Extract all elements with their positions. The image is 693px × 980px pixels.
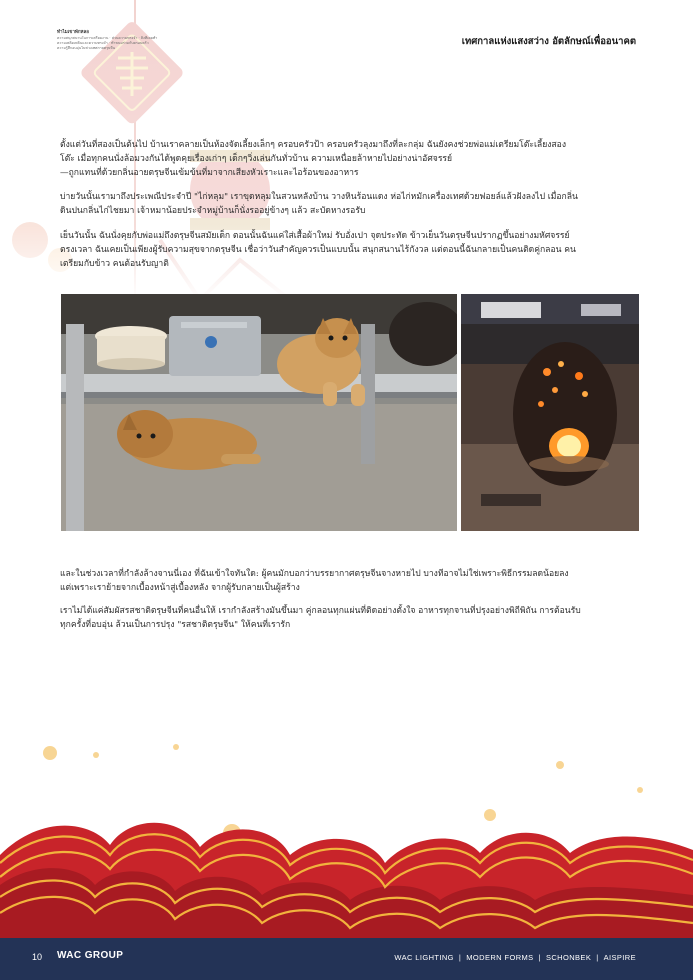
brand-modern-forms: MODERN FORMS [466, 953, 534, 962]
wac-group-logo: WAC GROUP [57, 950, 124, 961]
paragraph-1 [60, 138, 638, 180]
text-line: ตรงเวลา ฉันเคยเป็นเพียงผู้รับความสุขจากตรุษจีน เชื่อว่าวันสำคัญควรเป็นแบบนั้น สนุกสนานไร้กังวล แต่ตอนนี้ฉันกลายเป็นคนติดคู่กลอน คน [60, 245, 576, 255]
header-right-title: เทศกาลแห่งแสงสว่าง อัตลักษณ์เพื่ออนาคต [461, 36, 636, 47]
text-line: บ่ายวันนั้นเรามาถึงประเพณีประจำปี "ไก่หลุม" เราขุดหลุมในสวนหลังบ้าน วางหินร้อนแดง ห่อไก่หมักเครื่องเทศด้วยฟอยล์แล้วฝังลงไป เมื่อกลิ่น [60, 192, 578, 202]
text-line: ทุกครั้งที่อบอุ่น ล้วนเป็นการปรุง "รสชาติตรุษจีน" ให้คนที่เรารัก [60, 620, 291, 630]
text-line: แต่เพราะเราย้ายจากเบื้องหน้าสู่เบื้องหลัง จากผู้รับกลายเป็นผู้สร้าง [60, 583, 300, 593]
paragraph-4 [60, 567, 638, 595]
header-left-line: ความเพลิดเพลินและความทรงจำ · ทำขนมร่วมกับครอบครัว [57, 41, 149, 46]
text-line: และในช่วงเวลาที่กำลังล้างจานนี่เอง ที่ฉันเข้าใจทันใด: ผู้คนมักบอกว่าบรรยากาศตรุษจีนจางหายไป บางทีอาจไม่ใช่เพราะพิธีกรรมลดน้อยลง [60, 569, 569, 579]
paragraph-2 [60, 190, 638, 218]
photo-puppies [61, 294, 457, 531]
brand-aispire: AISPIRE [603, 953, 636, 962]
header-left-block [57, 30, 247, 52]
text-line: โต๊ะ เมื่อทุกคนนั่งล้อมวงกันได้พูดคุยเรื่องเก่าๆ เด็กๆวิ่งเล่นกันทั่วบ้าน ความเหนื่อยล้าหายไปอย่างน่าอัศจรรย์ [60, 154, 453, 164]
text-line: ตั้งแต่วันที่สองเป็นต้นไป บ้านเราคลายเป็นห้องจัดเลี้ยงเล็กๆ ครอบครัวป้า ครอบครัวลุงมาถึงที่ละกลุ่ม ฉันยังคงช่วยพ่อแม่เตรียมโต๊ะเลี้ยงสอง [60, 140, 567, 150]
photo-earth-oven [461, 294, 639, 531]
footer-wave-decoration [0, 735, 693, 938]
text-line: เย็นวันนั้น ฉันนั่งคุยกับพ่อแม่ถึงตรุษจีนสมัยเด็ก ตอนนั้นฉันแค่ใส่เสื้อผ้าใหม่ รับอั่งเปา จุดประทัด ข้าวเย็นวันตรุษจีนปรากฏขึ้นอย่างมหัศจรรย์ [60, 231, 570, 241]
text-line: —ถูกแทนที่ด้วยกลิ่นอายตรุษจีนเข้มข้นที่มาจากเสียงหัวเราะและไอร้อนของอาหาร [60, 168, 359, 178]
text-line: เราไม่ได้แค่สัมผัสรสชาติตรุษจีนที่คนอื่นให้ เรากำลังสร้างมันขึ้นมา คู่กลอนทุกแผ่นที่ติดอย่างตั้งใจ อาหารทุกจานที่ปรุงอย่างพิถีพิถัน การต้อนรับ [60, 606, 581, 616]
footer-bar [0, 938, 693, 980]
brand-wac-lighting: WAC LIGHTING [394, 953, 454, 962]
header-left-line: ความรู้สึกอบอุ่นในช่วงเทศกาลตรุษจีน [57, 46, 116, 51]
brand-schonbek: SCHONBEK [545, 953, 592, 962]
text-line: ดินปนกลิ่นไก่ไชยมา เจ้าหมาน้อยประจำหมู่บ้านก็นั่งรออยู่ข้างๆ แล้ว สะบัดหางรอรับ [60, 206, 366, 216]
header-left-title: ทำไมเขาพักหลอ [57, 30, 89, 35]
text-line: เตรียมกับข้าว คนต้อนรับญาติ [60, 259, 169, 269]
brand-list: WAC LIGHTING | MODERN FORMS | SCHONBEK | AISPIRE [394, 953, 636, 962]
paragraph-5 [60, 604, 638, 632]
header-left-line: ความสนุกสนานในการเตรียมงาน · ส่วนความทรงจำ · สิ่งที่เคยทำ [57, 36, 158, 40]
page-number: 10 [32, 952, 43, 962]
paragraph-3 [60, 229, 638, 271]
